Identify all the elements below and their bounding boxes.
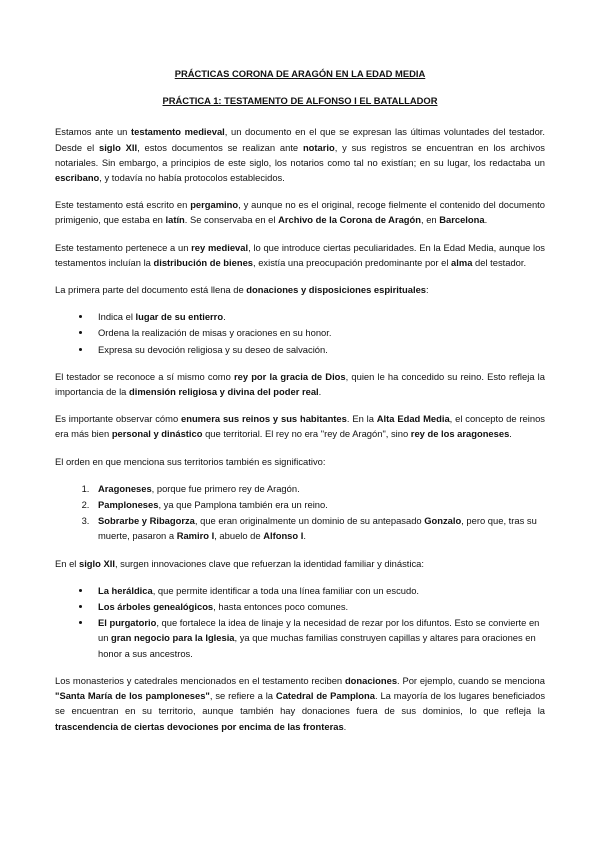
- list-item: [92, 513, 545, 543]
- paragraph-testamento-medieval: [55, 124, 545, 185]
- text-run: , que fortalece la idea de linaje y la necesidad de rezar por los difuntos. Esto se convierte en un: [98, 617, 540, 644]
- bold-text: Pamploneses: [98, 499, 159, 511]
- bold-text: donaciones: [344, 674, 398, 686]
- bold-text: Aragoneses: [98, 482, 152, 494]
- text-run: El testador se reconoce a sí mismo como: [55, 370, 234, 382]
- bold-text: Los árboles genealógicos: [98, 601, 214, 613]
- text-run: Es importante observar cómo: [55, 413, 182, 425]
- bold-text: siglo XII: [78, 557, 115, 569]
- list-item: [92, 497, 545, 512]
- bullet-list-innovaciones: [55, 583, 545, 661]
- text-run: , se refiere a la: [209, 690, 276, 702]
- list-item: [92, 325, 545, 340]
- list-item: [92, 615, 545, 661]
- bold-text: Gonzalo: [424, 515, 462, 527]
- bold-text: siglo XII: [98, 141, 138, 153]
- bold-text: pergamino: [190, 199, 239, 211]
- text-run: Indica el: [98, 311, 136, 323]
- text-run: , que permite identificar a toda una línea familiar con un escudo.: [152, 584, 420, 596]
- bold-text: Sobrarbe y Ribagorza: [98, 515, 195, 527]
- text-run: , ya que Pamplona también era un reino.: [158, 499, 328, 511]
- text-run: , y sus registros se encuentran en los archivos notariales. Sin embargo, a principios de este siglo, los notarios como tal no existían; en su lugar, los redactaba un: [55, 141, 545, 168]
- text-run: , quien le ha concedido su reino. Esto refleja la importancia de la: [55, 370, 545, 398]
- text-run: . Por ejemplo, cuando se menciona: [397, 674, 545, 686]
- bold-text: testamento medieval: [131, 126, 225, 138]
- text-run: Este testamento está escrito en: [55, 199, 191, 211]
- text-run: , existía una preocupación predominante por el: [253, 256, 452, 268]
- text-run: .: [303, 530, 306, 542]
- text-run: , surgen innovaciones clave que refuerzan la identidad familiar y dinástica:: [114, 557, 424, 569]
- text-run: , pero que, tras su muerte, pasaron a: [98, 515, 537, 542]
- bold-text: alma: [451, 256, 473, 268]
- text-run: del testador.: [472, 256, 527, 268]
- text-run: , y todavía no había protocolos establecidos.: [99, 172, 285, 184]
- text-run: , abuelo de: [214, 530, 264, 542]
- bold-text: trascendencia de ciertas devociones por encima de las fronteras: [55, 720, 344, 732]
- text-run: , porque fue primero rey de Aragón.: [151, 482, 300, 494]
- text-run: , ya que muchas familias construyen capillas y altares para oraciones en honor a sus ancestros.: [98, 632, 536, 659]
- bold-text: distribución de bienes: [153, 256, 253, 268]
- bold-text: Ramiro I: [176, 530, 215, 542]
- paragraph-donaciones-intro: [55, 282, 545, 297]
- paragraph-reinos-habitantes: [55, 411, 545, 441]
- bold-text: Alfonso I: [263, 530, 304, 542]
- text-run: .: [318, 386, 322, 398]
- paragraph-pergamino: [55, 197, 545, 227]
- list-item: [92, 599, 545, 614]
- bold-text: notario: [302, 141, 335, 153]
- bold-text: La heráldica: [98, 584, 153, 596]
- text-run: Este testamento pertenece a un: [55, 241, 192, 253]
- paragraph-orden-territorios: [55, 454, 545, 469]
- text-run: , un documento en el que se expresan las últimas voluntades del testador. Desde el: [55, 126, 545, 153]
- text-run: En el: [55, 557, 79, 569]
- bold-text: "Santa María de los pamploneses": [55, 690, 210, 702]
- text-run: , estos documentos se realizan ante: [137, 141, 303, 153]
- text-run: , en: [420, 214, 440, 226]
- text-run: , y aunque no es el original, recoge fielmente el contenido del documento primigenio, que estaba en: [55, 199, 545, 226]
- bold-text: rey medieval: [191, 241, 249, 253]
- bold-text: latín: [165, 214, 185, 226]
- bold-text: Catedral de Pamplona: [275, 690, 375, 702]
- text-run: que territorial. El rey no era "rey de Aragón", sino: [202, 428, 411, 440]
- paragraph-gracia-de-dios: [55, 369, 545, 399]
- text-run: , que eran originalmente un dominio de su antepasado: [194, 515, 425, 527]
- text-run: .: [509, 428, 512, 440]
- bold-text: enumera sus reinos y sus habitantes: [181, 413, 347, 425]
- text-run: .: [343, 720, 347, 732]
- text-run: La primera parte del documento está llena de: [55, 284, 247, 296]
- text-run: , el concepto de reinos era más bien: [55, 413, 545, 440]
- bold-text: personal y dinástico: [111, 428, 203, 440]
- text-run: :: [426, 284, 429, 296]
- text-run: . La mayoría de los lugares beneficiados se encuentran en su territorio, aunque también hay donaciones fuera de sus dominios, lo que refleja la: [55, 690, 546, 717]
- text-run: Estamos ante un: [55, 126, 132, 138]
- text-run: El orden en que menciona sus territorios también es significativo:: [55, 455, 326, 467]
- bold-text: rey por la gracia de Dios: [233, 370, 346, 382]
- text-run: Los monasterios y catedrales mencionados en el testamento reciben: [55, 674, 345, 686]
- paragraph-rey-medieval: [55, 240, 545, 270]
- numbered-list-territorios: [55, 481, 545, 544]
- bold-text: rey de los aragoneses: [410, 428, 510, 440]
- document-subtitle: PRÁCTICA 1: TESTAMENTO DE ALFONSO I EL BATALLADOR: [162, 95, 438, 107]
- list-item: [92, 583, 545, 598]
- paragraph-monasterios: [55, 673, 545, 734]
- document-title: PRÁCTICAS CORONA DE ARAGÓN EN LA EDAD MEDIA: [174, 68, 426, 79]
- list-item: [92, 342, 545, 357]
- text-run: .: [484, 214, 488, 226]
- bold-text: Barcelona: [439, 214, 485, 226]
- text-run: . En la: [346, 413, 377, 425]
- bold-text: lugar de su entierro: [135, 311, 224, 323]
- bold-text: donaciones y disposiciones espirituales: [246, 284, 427, 296]
- text-run: .: [223, 311, 226, 323]
- text-run: , hasta entonces poco comunes.: [213, 601, 349, 613]
- bold-text: El purgatorio: [98, 617, 157, 629]
- text-run: Expresa su devoción religiosa y su deseo de salvación.: [98, 343, 328, 355]
- list-item: [92, 481, 545, 496]
- text-run: , lo que introduce ciertas peculiaridades. En la Edad Media, aunque los testamentos incluían la: [55, 241, 545, 268]
- bold-text: Archivo de la Corona de Aragón: [278, 214, 421, 226]
- text-run: Ordena la realización de misas y oraciones en su honor.: [98, 327, 332, 339]
- bold-text: dimensión religiosa y divina del poder real: [129, 386, 319, 398]
- paragraph-siglo-xii: [55, 556, 545, 571]
- bold-text: escribano: [55, 172, 100, 184]
- text-run: . Se conservaba en el: [184, 214, 279, 226]
- bold-text: gran negocio para la Iglesia: [111, 632, 235, 644]
- bullet-list-disposiciones: [55, 309, 545, 357]
- document-body: [55, 66, 545, 746]
- list-item: [92, 309, 545, 324]
- bold-text: Alta Edad Media: [376, 413, 450, 425]
